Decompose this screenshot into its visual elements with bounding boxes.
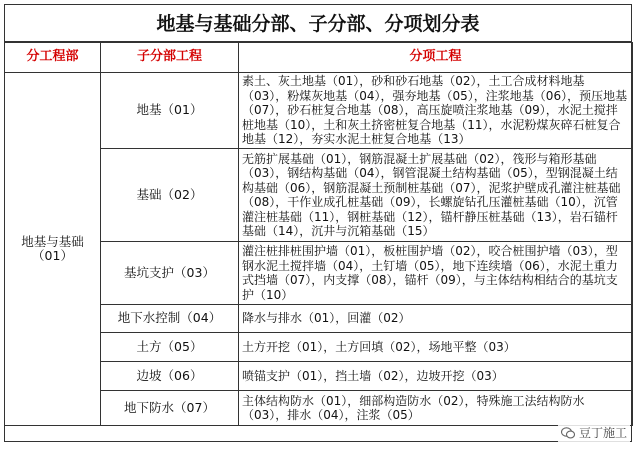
subdivision-cell: 边坡（06）	[101, 362, 239, 391]
header-row	[5, 43, 633, 73]
items-cell: 无筋扩展基础（01），钢筋混凝土扩展基础（02），筏形与箱形基础（03），钢结构基础（04），钢管混凝土结构基础（05），型钢混凝土结构基础（06），钢筋混凝土预制桩基础（07），泥浆护壁成孔灌注桩基础（08），干作业成孔桩基础（09），长螺旋钻孔压灌桩基础（10），沉管灌注桩基础（11），钢桩基础（12），锚杆静压桩基础（13），岩石锚杆基础（14），沉井与沉箱基础（15）	[239, 149, 633, 242]
items-cell: 灌注桩排桩围护墙（01），板桩围护墙（02），咬合桩围护墙（03），型钢水泥土搅拌墙（04），土钉墙（05），地下连续墙（06），水泥土重力式挡墙（07），内支撑（08），锚杆（09），与主体结构相结合的基坑支护（10）	[239, 242, 633, 305]
subdivision-cell: 地下防水（07）	[101, 391, 239, 426]
subdivision-cell: 地下水控制（04）	[101, 305, 239, 333]
division-code: （01）	[32, 248, 73, 263]
items-cell: 主体结构防水（01），细部构造防水（02），特殊施工法结构防水（03），排水（04），注浆（05）	[239, 391, 633, 426]
items-cell: 素土、灰土地基（01），砂和砂石地基（02），土工合成材料地基（03），粉煤灰地基（04），强夯地基（05），注浆地基（06），预压地基（07），砂石桩复合地基（08），高压旋喷注浆地基（09），水泥土搅拌桩地基（10），土和灰土挤密桩复合地基（11），水泥粉煤灰碎石桩复合地基（12），夯实水泥土桩复合地基（13）	[239, 73, 633, 149]
items-cell: 土方开挖（01），土方回填（02），场地平整（03）	[239, 333, 633, 362]
table-row	[5, 73, 633, 149]
division-cell	[5, 73, 101, 426]
items-cell: 降水与排水（01），回灌（02）	[239, 305, 633, 333]
subdivision-cell: 基础（02）	[101, 149, 239, 242]
items-cell: 喷锚支护（01），挡土墙（02），边坡开挖（03）	[239, 362, 633, 391]
header-division: 分工程部	[5, 43, 101, 73]
subdivision-cell: 基坑支护（03）	[101, 242, 239, 305]
page-title: 地基与基础分部、子分部、分项划分表	[4, 4, 632, 42]
header-subdivision: 子分部工程	[101, 43, 239, 73]
subdivision-cell: 地基（01）	[101, 73, 239, 149]
watermark-text: 豆丁施工	[578, 426, 627, 440]
header-items: 分项工程	[239, 43, 633, 73]
watermark	[558, 423, 630, 442]
division-table	[4, 42, 633, 426]
subdivision-cell: 土方（05）	[101, 333, 239, 362]
division-name: 地基与基础	[21, 233, 84, 249]
wechat-icon	[561, 427, 575, 439]
